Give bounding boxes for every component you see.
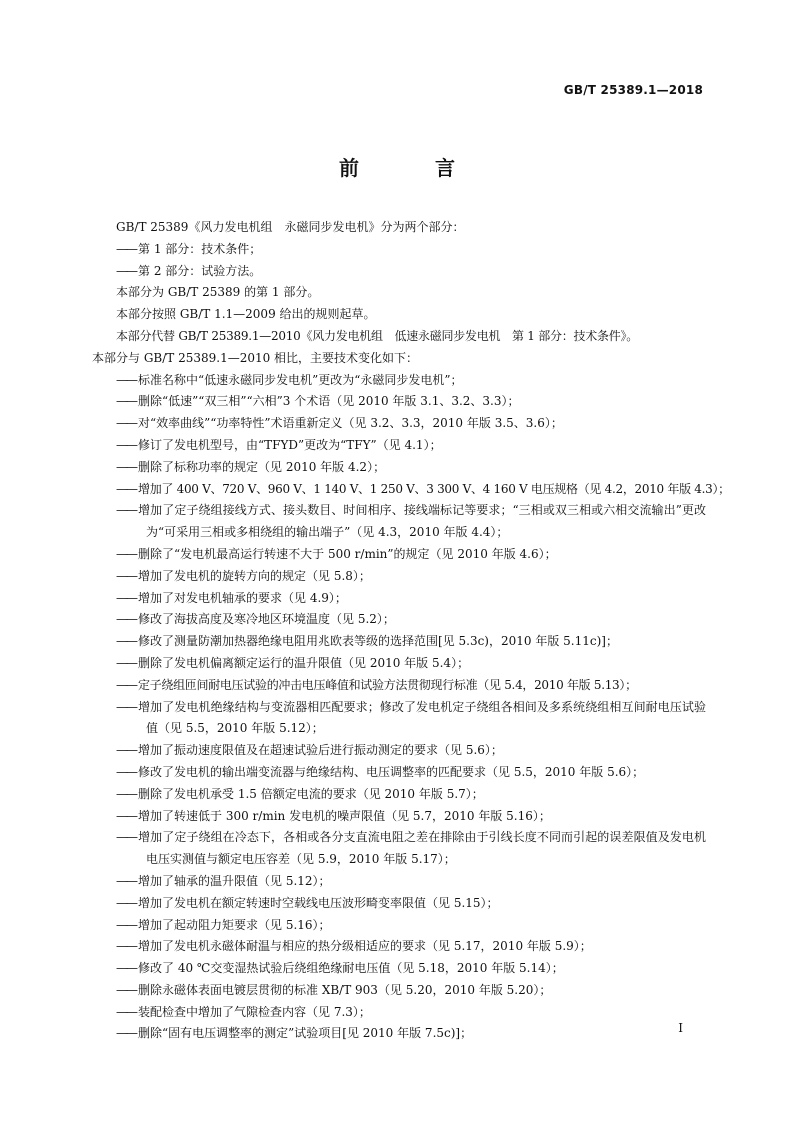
intro-paragraph: 本部分按照 GB/T 1.1—2009 给出的规则起草。 (116, 307, 376, 322)
change-item: —— 增加了起动阻力矩要求（见 5.16）； (92, 915, 706, 937)
page-title: 前 言 (339, 156, 483, 180)
change-item: —— 增加了定子绕组在冷态下，各相或各分支直流电阻之差在排除由于引线长度不同而引起的误差限值及发电机电压实测值与额定电压容差（见 5.9，2010 年版 5.17）； (92, 827, 706, 871)
change-item: —— 增加了发电机永磁体耐温与相应的热分级相适应的要求（见 5.17，2010 年版 5.9）； (92, 936, 706, 958)
change-item: —— 增加了 400 V、720 V、960 V、1 140 V、1 250 V、3 300 V、4 160 V 电压规格（见 4.2，2010 年版 4.3）； (92, 479, 706, 501)
part-list-item: —— 第 2 部分：试验方法。 (116, 261, 706, 283)
change-item: —— 删除了“发电机最高运行转速不大于 500 r/min”的规定（见 2010 年版 4.6）； (92, 544, 706, 566)
change-item: —— 删除“低速”“双三相”“六相”3 个术语（见 2010 年版 3.1、3.2、3.3）； (92, 391, 706, 413)
intro-paragraph: 本部分代替 GB/T 25389.1—2010《风力发电机组 低速永磁同步发电机 第 1 部分：技术条件》。 (116, 328, 639, 343)
change-item: —— 删除了标称功率的规定（见 2010 年版 4.2）； (92, 457, 706, 479)
change-item: —— 装配检查中增加了气隙检查内容（见 7.3）； (92, 1002, 706, 1024)
change-item: —— 增加了振动速度限值及在超速试验后进行振动测定的要求（见 5.6）； (92, 740, 706, 762)
change-item: —— 增加了发电机绝缘结构与变流器相匹配要求；修改了发电机定子绕组各相间及多系统绕组相互间耐电压试验值（见 5.5，2010 年版 5.12）； (92, 697, 706, 741)
part-list-item: —— 第 1 部分：技术条件； (116, 239, 706, 261)
change-item: —— 增加了发电机在额定转速时空载线电压波形畸变率限值（见 5.15）； (92, 893, 706, 915)
change-item: —— 修订了发电机型号，由“TFYD”更改为“TFY”（见 4.1）； (92, 435, 706, 457)
change-item: —— 修改了 40 ℃交变湿热试验后绕组绝缘耐电压值（见 5.18，2010 年版 5.14）； (92, 958, 706, 980)
change-item: —— 修改了发电机的输出端变流器与绝缘结构、电压调整率的匹配要求（见 5.5，2010 年版 5.6）； (92, 762, 706, 784)
change-item: —— 增加了对发电机轴承的要求（见 4.9）； (92, 588, 706, 610)
change-item: —— 增加了发电机的旋转方向的规定（见 5.8）； (92, 566, 706, 588)
change-item: —— 修改了海拔高度及寒冷地区环境温度（见 5.2）； (92, 609, 706, 631)
change-item: —— 删除“固有电压调整率的测定”试验项目[见 2010 年版 7.5c)]； (92, 1023, 706, 1045)
page-number: I (678, 1021, 683, 1035)
change-item: —— 删除了发电机偏离额定运行的温升限值（见 2010 年版 5.4）； (92, 653, 706, 675)
change-item: —— 修改了测量防潮加热器绝缘电阻用兆欧表等级的选择范围[见 5.3c)，2010 年版 5.11c)]； (92, 631, 706, 653)
change-item: —— 标准名称中“低速永磁同步发电机”更改为“永磁同步发电机”； (92, 370, 706, 392)
change-item: —— 增加了轴承的温升限值（见 5.12）； (92, 871, 706, 893)
standard-code: GB/T 25389.1—2018 (563, 83, 703, 97)
change-item: —— 删除了发电机承受 1.5 倍额定电流的要求（见 2010 年版 5.7）； (92, 784, 706, 806)
document-body (92, 217, 730, 1045)
change-item: —— 定子绕组匝间耐电压试验的冲击电压峰值和试验方法贯彻现行标准（见 5.4，2010 年版 5.13）； (92, 675, 706, 697)
change-item: —— 增加了转速低于 300 r/min 发电机的噪声限值（见 5.7，2010 年版 5.16）； (92, 806, 706, 828)
change-item: —— 增加了定子绕组接线方式、接头数目、时间相序、接线端标记等要求；“三相或双三相或六相交流输出”更改为“可采用三相或多相绕组的输出端子”（见 4.3，2010 年版 4.4）； (92, 500, 706, 544)
change-item: —— 删除永磁体表面电镀层贯彻的标准 XB/T 903（见 5.20，2010 年版 5.20）； (92, 980, 706, 1002)
change-item: —— 对“效率曲线”“功率特性”术语重新定义（见 3.2、3.3，2010 年版 3.5、3.6）； (92, 413, 706, 435)
intro-paragraph: 本部分与 GB/T 25389.1—2010 相比，主要技术变化如下： (92, 350, 419, 365)
intro-paragraph: GB/T 25389《风力发电机组 永磁同步发电机》分为两个部分： (116, 220, 465, 234)
intro-paragraph: 本部分为 GB/T 25389 的第 1 部分。 (116, 285, 320, 300)
